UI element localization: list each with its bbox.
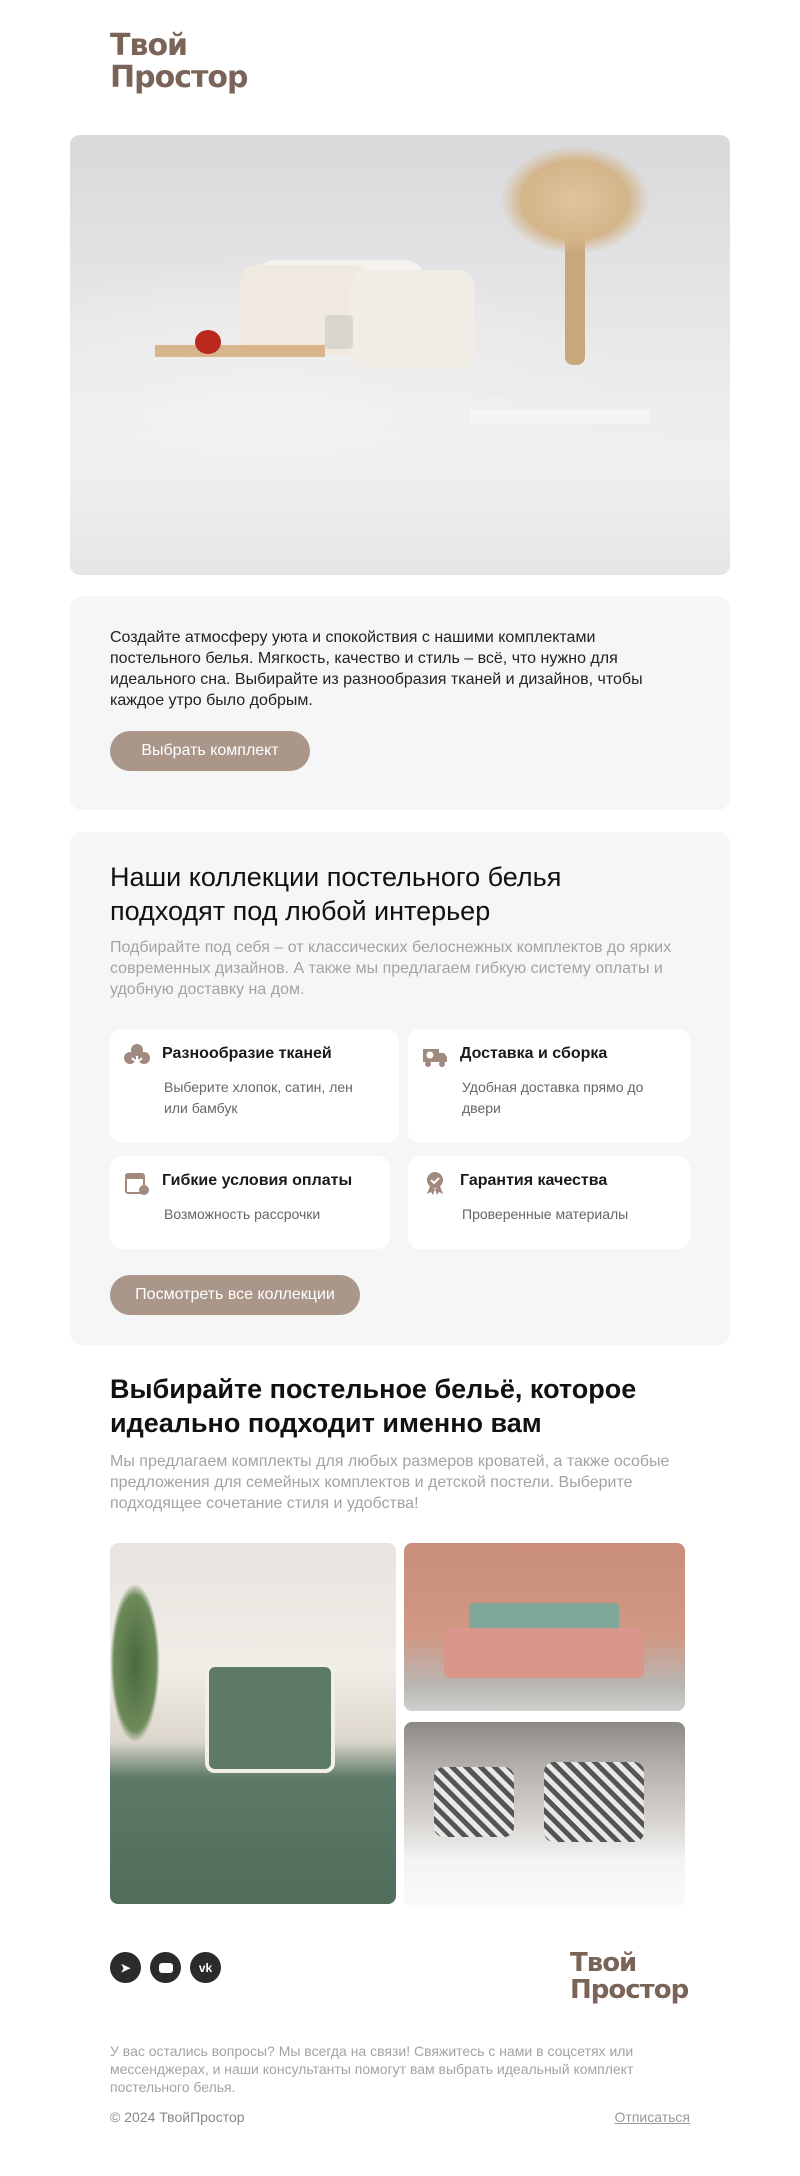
feature-card — [408, 1156, 690, 1249]
feature-title: Гарантия качества — [460, 1172, 608, 1189]
feature-desc: Выберите хлопок, сатин, лен или бамбук — [164, 1079, 353, 1116]
logo-line-2: Простор — [110, 60, 248, 95]
delivery-truck-icon — [422, 1043, 448, 1069]
social-links — [110, 1952, 221, 1983]
telegram-icon[interactable]: ➤ — [110, 1952, 141, 1983]
logo-line-1: Твой — [110, 28, 188, 63]
quality-badge-icon — [422, 1170, 448, 1196]
brand-logo — [110, 30, 247, 94]
feature-title: Доставка и сборка — [460, 1045, 608, 1062]
feature-desc: Возможность рассрочки — [164, 1206, 321, 1222]
feature-desc: Удобная доставка прямо до двери — [462, 1079, 644, 1116]
choose-subtitle: Мы предлагаем комплекты для любых размеров кроватей, а также особые предложения для семейных комплектов и детской постели. Выберите подходящее сочетание стиля и удобства! — [110, 1453, 670, 1512]
footer-text: У вас остались вопросы? Мы всегда на связи! Свяжитесь с нами в соцсетях или мессенджерах, и наши консультанты помогут вам выбрать идеальный комплект постельного белья. — [110, 2043, 634, 2095]
collections-title: Наши коллекции постельного белья подходят под любой интерьер — [110, 862, 562, 926]
feature-card — [110, 1029, 399, 1143]
youtube-icon[interactable] — [150, 1952, 181, 1983]
fabric-icon — [124, 1043, 150, 1069]
collections-card — [70, 832, 730, 1345]
hero-image — [70, 135, 730, 575]
calendar-payment-icon — [124, 1170, 150, 1196]
intro-card — [70, 596, 730, 810]
logo-line-1: Твой — [570, 1948, 637, 1978]
feature-card — [110, 1156, 390, 1249]
collections-subtitle: Подбирайте под себя – от классических белоснежных комплектов до ярких современных дизайнов. А также мы предлагаем гибкую систему оплаты и удобную доставку на дом. — [110, 939, 672, 998]
choose-set-button[interactable]: Выбрать комплект — [110, 731, 310, 771]
unsubscribe-link[interactable]: Отписаться — [614, 2109, 690, 2125]
feature-title: Гибкие условия оплаты — [162, 1172, 353, 1189]
footer-logo — [570, 1950, 688, 2004]
feature-title: Разнообразие тканей — [162, 1045, 332, 1062]
intro-text: Создайте атмосферу уюта и спокойствия с нашими комплектами постельного белья. Мягкость, качество и стиль – всё, что нужно для идеального сна. Выбирайте из разнообразия тканей и дизайнов, чтобы каждое утро было добрым. — [110, 629, 643, 709]
pink-bedding-photo — [404, 1543, 685, 1711]
copyright: © 2024 ТвойПростор — [110, 2109, 245, 2125]
choose-title: Выбирайте постельное бельё, которое идеально подходит именно вам — [110, 1374, 637, 1438]
green-bedding-photo — [110, 1543, 396, 1904]
logo-line-2: Простор — [570, 1975, 689, 2005]
vk-icon[interactable]: vk — [190, 1952, 221, 1983]
feature-card — [408, 1029, 690, 1143]
feature-desc: Проверенные материалы — [462, 1206, 629, 1222]
striped-bedding-photo — [404, 1722, 685, 1907]
view-all-collections-button[interactable]: Посмотреть все коллекции — [110, 1275, 360, 1315]
